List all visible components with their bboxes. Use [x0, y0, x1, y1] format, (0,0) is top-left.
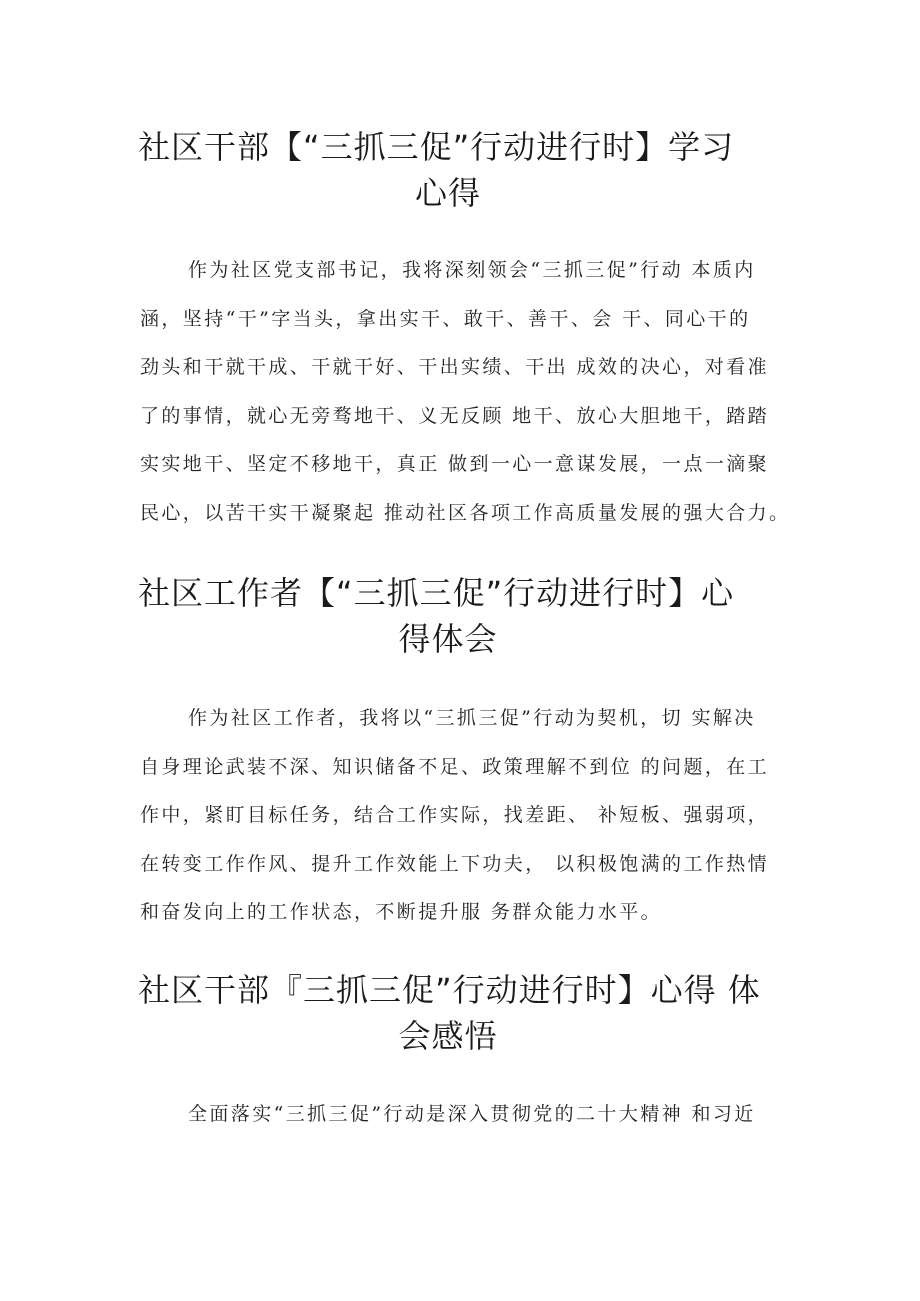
section-3-title [138, 967, 761, 1059]
section-1-title-line-1: 社区干部【“三抓三促”行动进行时】学习 [138, 128, 735, 166]
section-3-title-line-1: 社区干部『三抓三促”行动进行时】心得 体 [138, 971, 761, 1009]
section-3-paragraph [140, 1090, 785, 1139]
paragraph-line: 劲头和干就干成、干就干好、干出实绩、干出 成效的决心，对看准 [140, 356, 770, 378]
section-3-title-line-2: 会感悟 [398, 1017, 498, 1055]
paragraph-line: 自身理论武装不深、知识储备不足、政策理解不到位 的问题，在工 [140, 755, 770, 778]
paragraph-line: 民心，以苦干实干凝聚起 推动社区各项工作高质量发展的强大合力。 [140, 501, 791, 524]
paragraph-line: 和奋发向上的工作状态，不断提升服 务群众能力水平。 [140, 901, 663, 923]
section-2-title-line-2: 得体会 [398, 620, 498, 658]
section-2-title-line-1: 社区工作者【“三抓三促”行动进行时】心 [138, 574, 735, 612]
section-1-paragraph [140, 246, 791, 537]
paragraph-line: 作中，紧盯目标任务，结合工作实际，找差距、 补短板、强弱项， [140, 804, 770, 826]
paragraph-line: 作为社区党支部书记，我将深刻领会“三抓三促”行动 本质内 [188, 259, 756, 281]
paragraph-line: 实实地干、坚定不移地干，真正 做到一心一意谋发展，一点一滴聚 [140, 453, 770, 475]
paragraph-line: 全面落实“三抓三促”行动是深入贯彻党的二十大精神 和习近 [188, 1103, 756, 1125]
section-1-title-line-2: 心得 [414, 174, 481, 212]
paragraph-line: 作为社区工作者，我将以“三抓三促”行动为契机，切 实解决 [188, 707, 756, 729]
section-1-title [138, 124, 758, 216]
paragraph-line: 在转变工作作风、提升工作效能上下功夫， 以积极饱满的工作热情 [140, 852, 770, 875]
paragraph-line: 了的事情，就心无旁骛地干、义无反顾 地干、放心大胆地干，踏踏 [140, 404, 770, 427]
section-2-paragraph [140, 694, 785, 937]
section-2-title [138, 570, 758, 662]
paragraph-line: 涵，坚持“干”字当头，拿出实干、敢干、善干、会 干、同心干的 [140, 307, 751, 330]
